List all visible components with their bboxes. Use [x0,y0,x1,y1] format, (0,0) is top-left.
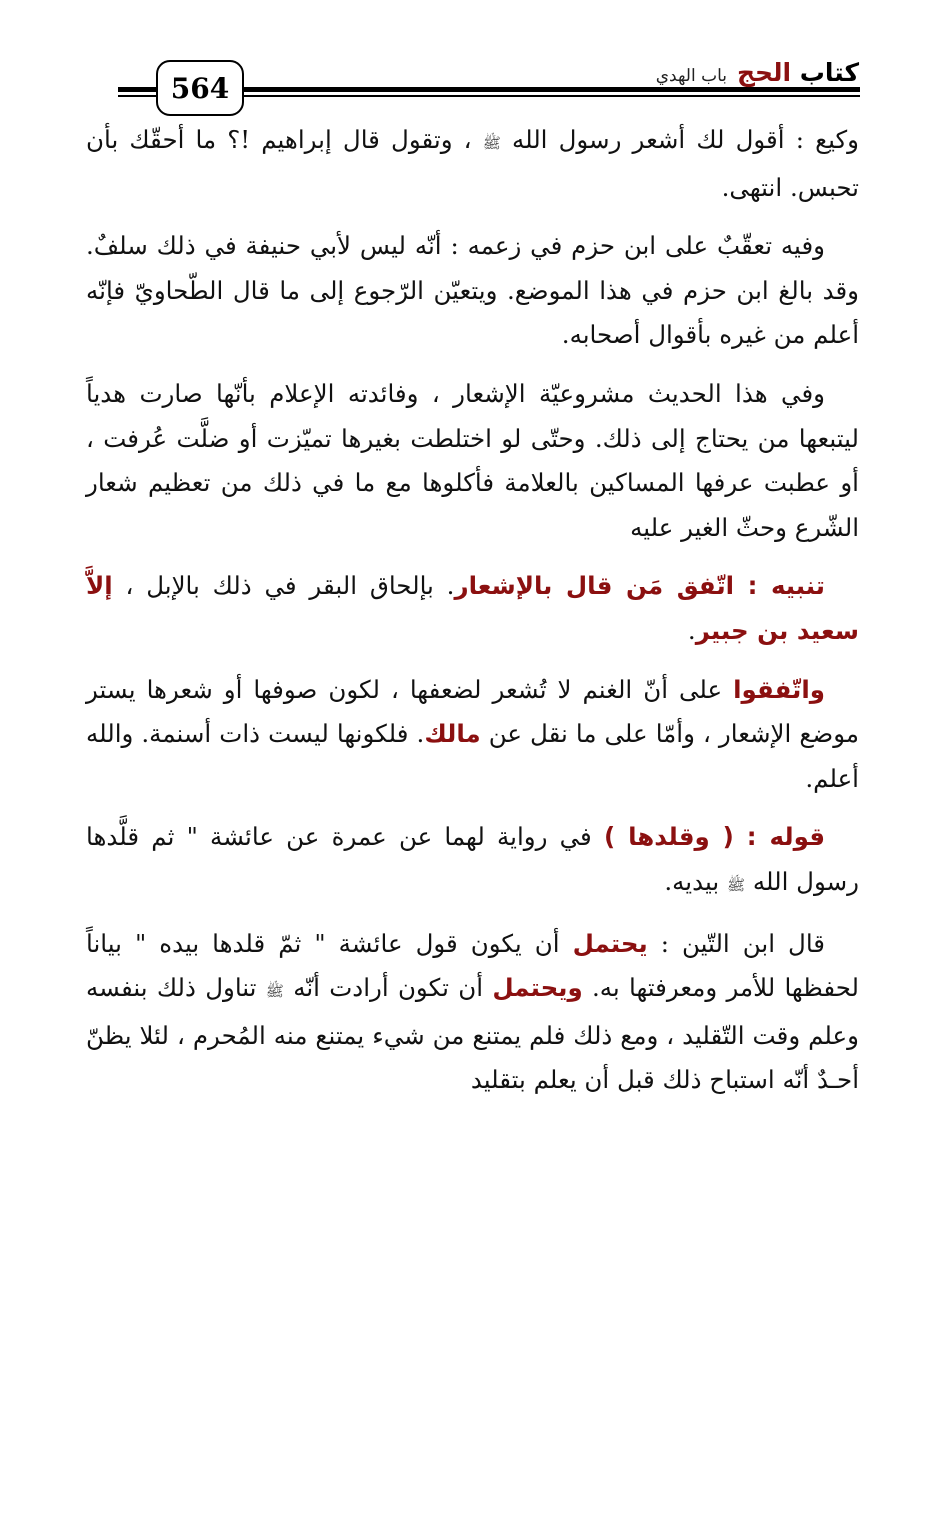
paragraph-4-note [86,564,859,653]
p4-highlight-1: تنبيه : اتّفق مَن قال بالإشعار [454,571,826,601]
paragraph-3 [86,372,859,550]
chapter-title: باب الهدي [655,66,728,86]
p7-text-1: قال ابن التّين : [647,928,825,958]
book-title-accent: الحج [737,58,792,87]
p1-text-1: وكيع : أقول لك أشعر رسول الله [500,125,860,154]
p4-highlight-2: إلاَّ سعيد بن جبير [86,571,859,645]
book-title [737,58,859,87]
p5-highlight-2: مالك [424,719,481,749]
p6-highlight-1: قوله : ( وقلدها ) [603,822,825,852]
p7-text-2: أن يكون قول عائشة " ثمّ قلدها بيده " بياناً لحفظها للأمر ومعرفتها به. [86,928,859,1003]
main-text [86,118,859,1117]
salla-glyph: ﷺ [265,982,284,1001]
p6-text-1: في رواية لهما عن عمرة عن عائشة " ثم قلَّدها رسول الله [86,822,859,896]
p7-highlight-1: يحتمل [572,928,648,958]
paragraph-2 [86,224,859,358]
paragraph-6 [86,815,859,907]
paragraph-7 [86,922,859,1103]
salla-glyph: ﷺ [482,134,501,152]
salla-glyph: ﷺ [726,875,746,894]
running-header [656,58,859,87]
book-title-prefix: كتاب [791,58,859,87]
p7-text-3: أن تكون أرادت أنّه [283,973,493,1003]
paragraph-1 [86,118,859,210]
p7-text-4: تناول ذلك بنفسه وعلم وقت التّقليد ، ومع ذلك فلم يمتنع من شيء يمتنع منه المُحرم ، لئلا يظنّ أحـدٌ أنّه استباح ذلك قبل أن يعلم بتقليد [86,973,859,1095]
p2-text-1: وفيه تعقّبٌ على ابن حزم في زعمه : أنّه ليس لأبي حنيفة في ذلك سلفٌ. وقد بالغ ابن حزم في هذا الموضع. ويتعيّن الرّجوع إلى ما قال الطّحاويّ فإنّه أعلم من غيره بأقوال أصحابه. [86,231,859,350]
page-number-frame [156,60,244,116]
p5-highlight-1: واتّفقوا [733,674,825,704]
page-number: 564 [170,71,230,105]
p1-text-2: ، وتقول قال إبراهيم !؟ ما أحقّك بأن تحبس. انتهى. [86,125,859,202]
p5-text-2: . فلكونها ليست ذات أسنمة. والله أعلم. [86,719,859,793]
p5-text-1: على أنّ الغنم لا تُشعر لضعفها ، لكون صوفها أو شعرها يستر موضع الإشعار ، وأمّا على ما نقل عن [86,674,859,749]
paragraph-5 [86,668,859,802]
p4-text-1: . بإلحاق البقر في ذلك بالإبل ، [112,571,455,601]
p3-text-1: وفي هذا الحديث مشروعيّة الإشعار ، وفائدته الإعلام بأنّها صارت هدياً ليتبعها من يحتاج إلى ذلك. وحتّى لو اختلطت بغيرها تميّزت أو ضلَّت عُرفت ، أو عطبت عرفها المساكين بالعلامة فأكلوها مع ما في ذلك من تعظيم شعار الشّرع وحثّ الغير عليه [86,378,859,542]
p4-text-2: . [687,615,696,645]
p6-text-2: بيديه. [664,866,727,896]
p7-highlight-2: ويحتمل [492,973,583,1003]
